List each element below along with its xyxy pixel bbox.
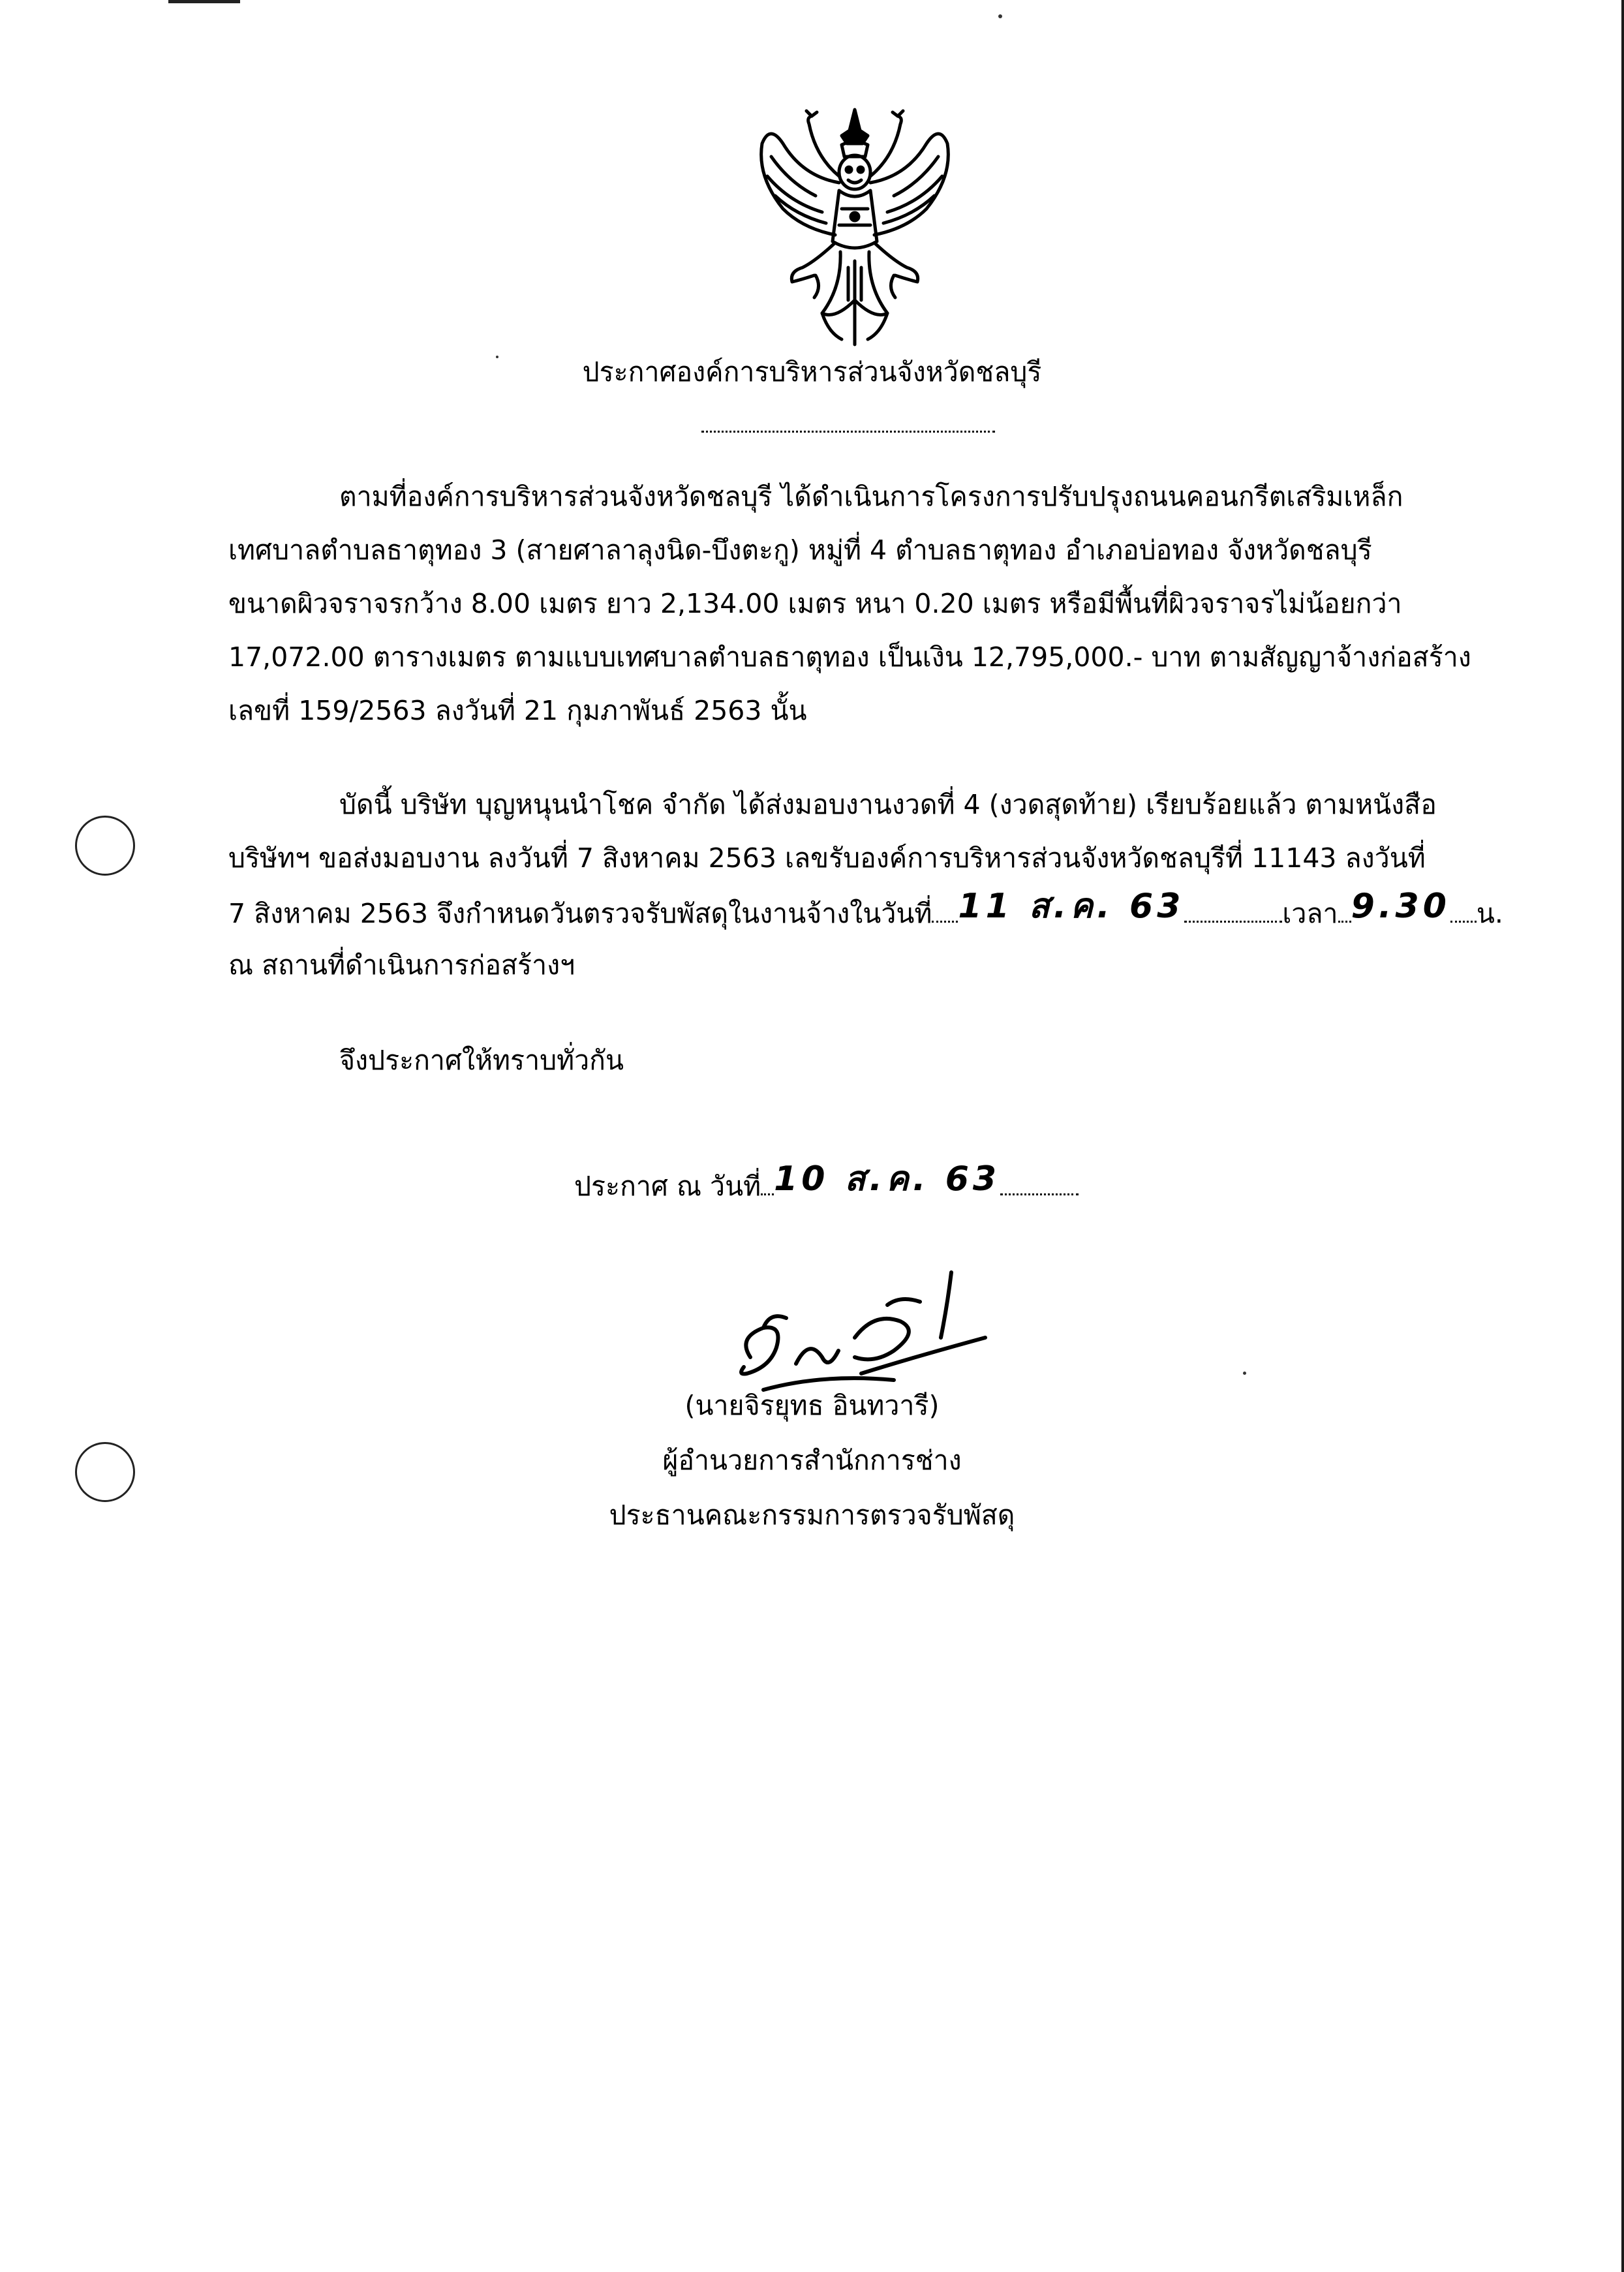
handwritten-inspection-time: 9.30: [1351, 887, 1450, 926]
fill-dots: [1338, 895, 1351, 923]
inspection-prefix: 7 สิงหาคม 2563 จึงกำหนดวันตรวจรับพัสดุในงานจ้างในวันที่: [228, 898, 932, 929]
time-unit: น.: [1476, 898, 1503, 929]
fill-dots: [1184, 895, 1282, 923]
paragraph-project-details: [228, 470, 1488, 737]
paragraph-line: บัดนี้ บริษัท บุญหนุนนำโชค จำกัด ได้ส่งมอบงานงวดที่ 4 (งวดสุดท้าย) เรียบร้อยแล้ว ตามหนังสือ: [339, 789, 1437, 820]
signatory-position: ผู้อำนวยการสำนักการช่าง: [662, 1445, 962, 1476]
fill-dots: [1000, 1167, 1079, 1195]
closing-statement: จึงประกาศให้ทราบทั่วกัน: [339, 1045, 624, 1076]
paragraph-line: เลขที่ 159/2563 ลงวันที่ 21 กุมภาพันธ์ 2563 นั้น: [228, 695, 807, 726]
dateline-prefix: ประกาศ ณ วันที่: [574, 1171, 761, 1202]
scan-speck: [998, 14, 1002, 18]
paragraph-line: บริษัทฯ ขอส่งมอบงาน ลงวันที่ 7 สิงหาคม 2563 เลขรับองค์การบริหารส่วนจังหวัดชลบุรีที่ 11143 ลงวันที่: [228, 842, 1426, 874]
title-divider: [701, 431, 995, 433]
signatory-name: (นายจิรยุทธ อินทวารี): [684, 1390, 940, 1421]
paragraph-line: เทศบาลตำบลธาตุทอง 3 (สายศาลาลุงนิด-บึงตะกู) หมู่ที่ 4 ตำบลธาตุทอง อำเภอบ่อทอง จังหวัดชลบุรี: [228, 534, 1372, 566]
announcement-date-line: [574, 1159, 1079, 1206]
handwritten-announcement-date: 10 ส.ค. 63: [774, 1159, 1001, 1199]
garuda-emblem-icon: [744, 104, 966, 352]
punch-hole: [75, 816, 135, 876]
scan-speck: [1243, 1372, 1246, 1375]
scan-artifact: [168, 0, 240, 3]
time-label: เวลา: [1282, 898, 1338, 929]
fill-dots: [932, 895, 958, 923]
fill-dots: [1450, 895, 1477, 923]
fill-dots: [761, 1167, 774, 1195]
signatory-role: ประธานคณะกรรมการตรวจรับพัสดุ: [609, 1499, 1015, 1531]
document-title: ประกาศองค์การบริหารส่วนจังหวัดชลบุรี: [582, 356, 1042, 388]
paragraph-line: ตามที่องค์การบริหารส่วนจังหวัดชลบุรี ได้ดำเนินการโครงการปรับปรุงถนนคอนกรีตเสริมเหล็ก: [339, 481, 1403, 512]
paragraph-line: ขนาดผิวจราจรกว้าง 8.00 เมตร ยาว 2,134.00 เมตร หนา 0.20 เมตร หรือมีพื้นที่ผิวจราจรไม่น้อยกว่า: [228, 588, 1402, 619]
paragraph-line: 17,072.00 ตารางเมตร ตามแบบเทศบาลตำบลธาตุทอง เป็นเงิน 12,795,000.- บาท ตามสัญญาจ้างก่อสร้าง: [228, 641, 1471, 673]
handwritten-inspection-date: 11 ส.ค. 63: [958, 887, 1185, 926]
scan-edge: [1621, 0, 1624, 2272]
paragraph-delivery-notice: [228, 778, 1503, 992]
paragraph-line: ณ สถานที่ดำเนินการก่อสร้างฯ: [228, 949, 575, 981]
inspection-schedule-line: [228, 885, 1503, 938]
